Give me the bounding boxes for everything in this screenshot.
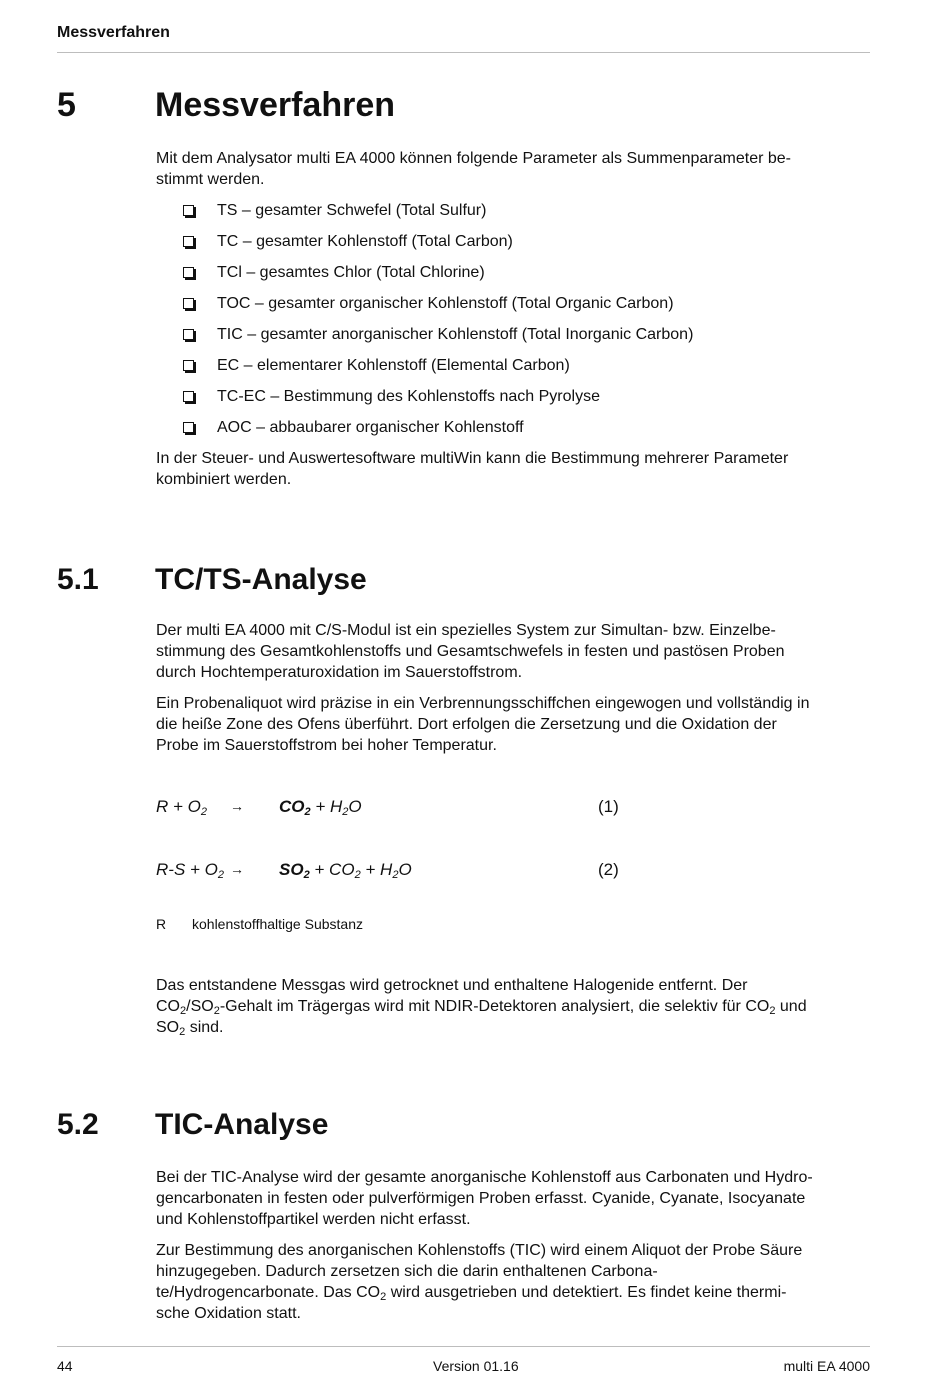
list-item: TIC – gesamter anorganischer Kohlenstoff (Total Inorganic Carbon) <box>156 324 870 355</box>
running-title: Messverfahren <box>57 24 170 41</box>
paragraph: Bei der TIC-Analyse wird der gesamte anorganische Kohlenstoff aus Carbonaten und Hydro- gencarbonaten in festen oder pulverförmigen Proben erfasst. Cyanide, Cyanate, Isocyanate und Kohlenstoffpartikel werden nicht erfasst. <box>156 1169 813 1228</box>
chapter-number: 5 <box>57 86 76 124</box>
equation-reactants: $R + O_2$ <box>156 797 207 818</box>
paragraph: Der multi EA 4000 mit C/S-Modul ist ein spezielles System zur Simultan- bzw. Einzelbe- stimmung des Gesamtkohlenstoffs und Gesamtschwefels in festen und pastösen Proben durch Hochtemperaturoxidation im Sauerstoffstrom. <box>156 622 785 681</box>
equation-reactants: $R-S + O_2$ <box>156 860 224 881</box>
list-item: TC-EC – Bestimmung des Kohlenstoffs nach Pyrolyse <box>156 386 870 417</box>
reaction-arrow-icon: → <box>230 861 244 877</box>
intro-paragraph: Mit dem Analysator multi EA 4000 können folgende Parameter als Summenparameter be- stimmt werden. <box>156 150 791 188</box>
equation-number: (1) <box>598 797 619 816</box>
equation-products: $CO_2 + H_2O$ <box>279 797 362 818</box>
section-title: TIC-Analyse <box>155 1108 329 1141</box>
checkbox-bullet-icon <box>183 329 194 340</box>
section-text <box>156 975 870 1048</box>
list-item: TOC – gesamter organischer Kohlenstoff (Total Organic Carbon) <box>156 293 870 324</box>
equation-2 <box>156 860 656 884</box>
parameter-list <box>156 200 870 438</box>
chapter-title: Messverfahren <box>155 86 396 124</box>
chapter-intro <box>156 148 870 500</box>
list-item: TC – gesamter Kohlenstoff (Total Carbon) <box>156 231 870 262</box>
section-title: TC/TS-Analyse <box>155 563 367 596</box>
equation-1 <box>156 797 656 821</box>
equation-number: (2) <box>598 860 619 879</box>
page-header <box>57 24 870 53</box>
checkbox-bullet-icon <box>183 205 194 216</box>
checkbox-bullet-icon <box>183 236 194 247</box>
list-item: TCl – gesamtes Chlor (Total Chlorine) <box>156 262 870 293</box>
section-number: 5.2 <box>57 1108 99 1141</box>
list-item: AOC – abbaubarer organischer Kohlenstoff <box>156 417 870 438</box>
document-version: Version 01.16 <box>433 1358 519 1374</box>
list-item: TS – gesamter Schwefel (Total Sulfur) <box>156 200 870 231</box>
checkbox-bullet-icon <box>183 391 194 402</box>
checkbox-bullet-icon <box>183 267 194 278</box>
equation-products: $SO_2 + CO_2 + H_2O$ <box>279 860 412 881</box>
checkbox-bullet-icon <box>183 360 194 371</box>
paragraph: Das entstandene Messgas wird getrocknet und enthaltene Halogenide entfernt. Der $CO_2/SO_2$-Gehalt im Trägergas wird mit NDIR-Detektoren analysiert, die selektiv für $CO_2$ und $SO_2$ sind. <box>156 977 807 1038</box>
page-footer <box>57 1346 870 1373</box>
page-number: 44 <box>57 1358 73 1374</box>
chapter-heading <box>57 86 870 130</box>
section-heading <box>57 1108 870 1146</box>
reaction-arrow-icon: → <box>230 798 244 814</box>
list-item: EC – elementarer Kohlenstoff (Elemental Carbon) <box>156 355 870 386</box>
symbol-legend <box>156 916 656 936</box>
section-heading <box>57 563 870 601</box>
section-text <box>156 620 870 766</box>
checkbox-bullet-icon <box>183 422 194 433</box>
paragraph: Zur Bestimmung des anorganischen Kohlenstoffs (TIC) wird einem Aliquot der Probe Säure hinzugegeben. Dadurch zersetzen sich die darin enthaltenen Carbona- te/Hydrogencarbonate. Das $CO_2$ wird ausgetrieben und detektiert. Es findet keine thermi- sche Oxidation statt. <box>156 1242 803 1322</box>
checkbox-bullet-icon <box>183 298 194 309</box>
paragraph: Ein Probenaliquot wird präzise in ein Verbrennungsschiffchen eingewogen und vollständig in die heiße Zone des Ofens überführt. Dort erfolgen die Zersetzung und die Oxidation der Probe im Sauerstoffstrom bei hoher Temperatur. <box>156 695 810 754</box>
outro-paragraph: In der Steuer- und Auswertesoftware multiWin kann die Bestimmung mehrerer Parameter kombiniert werden. <box>156 450 789 488</box>
section-text <box>156 1167 870 1334</box>
product-name: multi EA 4000 <box>783 1358 870 1374</box>
legend-description: kohlenstoffhaltige Substanz <box>192 916 363 932</box>
legend-symbol: R <box>156 916 167 932</box>
section-number: 5.1 <box>57 563 99 596</box>
